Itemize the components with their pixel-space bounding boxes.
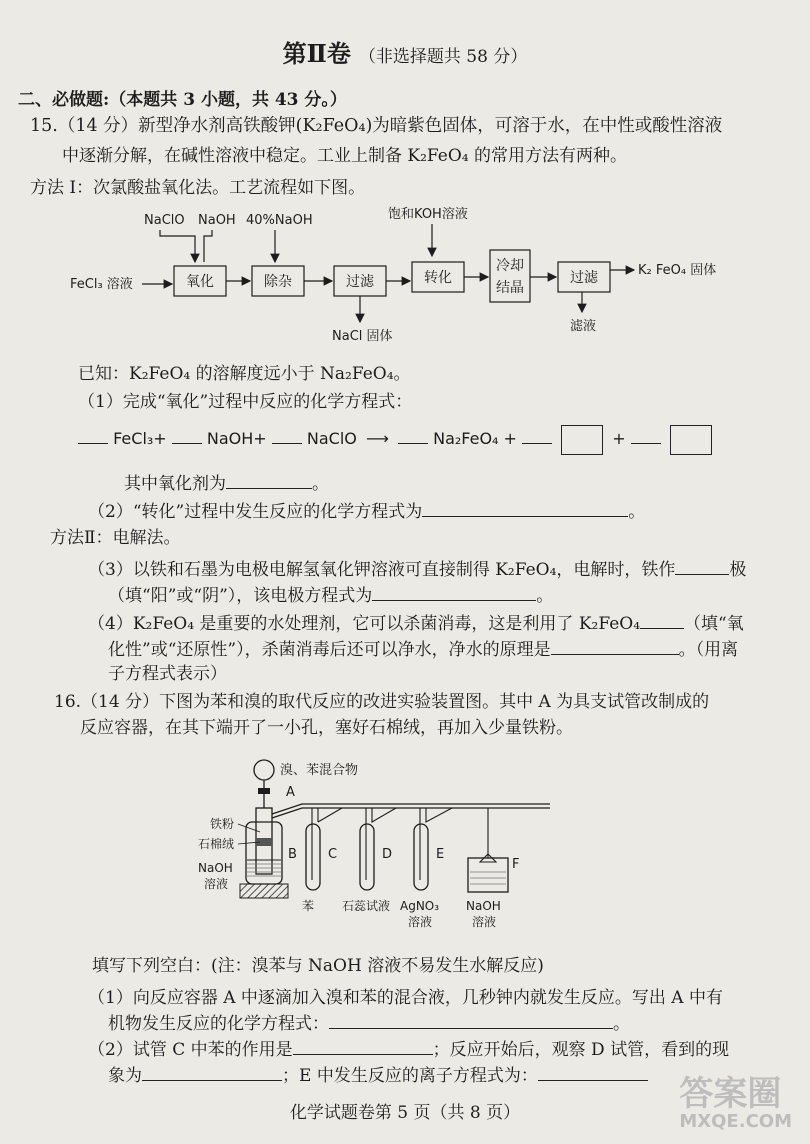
part4-end-a: （填“氧 [684,614,744,634]
step-filter2: 过滤 [570,270,598,286]
q16-part1-text: 机物发生反应的化学方程式： [108,1014,329,1034]
q16-part1-blank[interactable] [329,1010,613,1029]
step-cool-line2: 结晶 [496,280,524,296]
step-convert: 转化 [424,270,452,286]
coef-blank-2[interactable] [172,425,202,444]
under-f-2: 溶液 [472,915,497,929]
part-heading: 二、必做题:（本题共 3 小题，共 43 分。） [18,90,347,110]
q16-line1: 16.（14 分）下图为苯和溴的取代反应的改进实验装置图。其中 A 为具支试管改制成的 [54,692,710,712]
watermark-big: 答案圈 [679,1074,782,1114]
label-naoh-b: NaOH [198,861,233,875]
q16-part2-text-a: （2）试管 C 中苯的作用是 [88,1040,293,1060]
eq-na2feo4: Na₂FeO₄ + [433,429,517,448]
tube-e [414,824,428,890]
section-title [0,34,810,69]
product-box-2[interactable] [670,425,712,455]
watermark-small: MXQE.COM [679,1111,792,1132]
eq-fecl3: FeCl₃+ [113,429,167,448]
part4-blank-principle[interactable] [551,636,679,655]
tube-c [306,824,320,890]
q16-part2-a [88,1036,729,1062]
q15-part3-b [108,582,553,608]
funnel-stopcock [258,788,270,794]
part4-end-b: 。（用离 [678,640,739,660]
part4-blank-property[interactable] [640,610,684,629]
label-e: E [436,847,445,862]
q16-part2-blank-e[interactable] [538,1062,648,1081]
label-a: A [286,785,295,800]
label-iron: 铁粉 [210,817,235,831]
under-e-2: 溶液 [408,915,433,929]
input-fecl3: FeCl₃ 溶液 [70,277,133,292]
coef-blank-4[interactable] [398,425,428,444]
q15-part1: （1）完成“氧化”过程中反应的化学方程式： [78,392,413,412]
part3-end-b: 。 [536,586,554,606]
label-naoh-b-2: 溶液 [204,877,229,891]
q15-equation [78,424,716,455]
part3-blank-equation[interactable] [372,582,536,601]
q16-part2-text-b: 象为 [108,1066,142,1086]
q15-oxidant [124,470,329,496]
page-footer: 化学试题卷第 5 页（共 8 页） [289,1103,521,1123]
beaker-f [468,858,508,892]
eq-plus: + [612,429,626,448]
output-k2feo4: K₂ FeO₄ 固体 [638,263,717,278]
part2-blank[interactable] [422,498,628,517]
part4-text-a: （4）K₂FeO₄ 是重要的水处理剂，它可以杀菌消毒，这是利用了 K₂FeO₄ [88,614,641,634]
watermark-logo [679,1074,792,1132]
label-b: B [288,847,297,862]
q15-method1: 方法 I：次氯酸盐氧化法。工艺流程如下图。 [30,178,366,198]
q16-fill-note: 填写下列空白：(注：溴苯与 NaOH 溶液不易发生水解反应) [92,956,544,976]
q15-part4-a [88,610,744,636]
part3-blank-electrode[interactable] [675,556,729,575]
step-remove: 除杂 [264,274,292,290]
under-d: 石蕊试液 [342,899,391,913]
q16-part1-end: 。 [613,1014,630,1034]
q15-known: 已知：K₂FeO₄ 的溶解度远小于 Na₂FeO₄。 [78,364,411,384]
oxidant-prefix: 其中氧化剂为 [124,474,226,494]
reagent-koh: 饱和KOH溶液 [388,207,468,222]
q16-part1-a: （1）向反应容器 A 中逐滴加入溴和苯的混合液，几秒钟内就发生反应。写出 A 中有 [88,988,723,1008]
eq-naclo: NaClO [306,429,357,448]
under-c: 苯 [302,899,315,913]
q15-part4-b [108,636,738,662]
label-asbestos: 石棉绒 [198,837,235,851]
step-cool-line1: 冷却 [496,258,524,274]
eq-arrow: ⟶ [365,429,389,448]
under-e-1: AgNO₃ [400,899,440,913]
byproduct-filtrate: 滤液 [570,319,597,334]
under-f-1: NaOH [466,899,501,913]
q16-part1-b [108,1010,630,1036]
q16-part2-b [108,1062,648,1088]
coef-blank-3[interactable] [272,425,302,444]
product-box-1[interactable] [561,425,603,455]
part4-text-b: 化性”或“还原性”），杀菌消毒后还可以净水，净水的原理是 [108,640,551,660]
label-c: C [328,847,338,862]
q16-part2-blank-d[interactable] [142,1062,282,1081]
section-title-sub: （非选择题共 58 分） [358,47,528,67]
q15-method2: 方法Ⅱ：电解法。 [50,528,181,548]
q16-line2: 反应容器，在其下端开了一小孔，塞好石棉绒，再加入少量铁粉。 [80,718,573,738]
part3-text-a: （3）以铁和石墨为电极电解氢氧化钾溶液可直接制得 K₂FeO₄，电解时，铁作 [88,560,676,580]
q15-line2: 中逐渐分解，在碱性溶液中稳定。工业上制备 K₂FeO₄ 的常用方法有两种。 [62,146,627,166]
q16-part2-blank-c[interactable] [293,1036,433,1055]
q15-part3-a [88,556,746,582]
tube-d [360,824,374,890]
q15-part4-c: 子方程式表示） [108,664,227,684]
step-filter1: 过滤 [346,274,374,290]
oxidant-suffix: 。 [312,474,329,494]
eq-naoh: NaOH+ [206,429,267,448]
byproduct-nacl: NaCl 固体 [332,329,393,344]
reagent-naoh-40: 40%NaOH [246,213,313,228]
dropping-funnel-bulb [254,760,274,780]
apparatus-diagram [190,750,550,940]
coef-blank-1[interactable] [78,425,108,444]
q16-part2-text-e: ；E 中发生反应的离子方程式为： [282,1066,538,1086]
part3-end-a: 极 [729,560,747,580]
oxidant-blank[interactable] [226,470,312,489]
reagent-naoh: NaOH [198,213,236,228]
q15-line1: 15.（14 分）新型净水剂高铁酸钾(K₂FeO₄)为暗紫色固体，可溶于水，在中性或酸性溶液 [30,116,723,136]
tube-b [246,822,282,884]
part2-text: （2）“转化”过程中发生反应的化学方程式为 [88,502,423,522]
part3-text-b: （填“阳”或“阴”），该电极方程式为 [108,586,373,606]
label-d: D [382,847,393,862]
process-flow-chart [60,200,760,350]
part2-end: 。 [628,502,646,522]
funnel-label: 溴、苯混合物 [280,763,359,778]
reagent-naclo: NaClO [144,213,185,228]
q16-part2-mid: ；反应开始后，观察 D 试管，看到的现 [432,1040,730,1060]
q15-part2 [88,498,645,524]
section-title-main: 第Ⅱ卷 [282,39,351,68]
coef-blank-5[interactable] [522,425,552,444]
step-oxidize: 氧化 [186,274,214,290]
label-f: F [512,857,520,872]
coef-blank-6[interactable] [631,425,661,444]
